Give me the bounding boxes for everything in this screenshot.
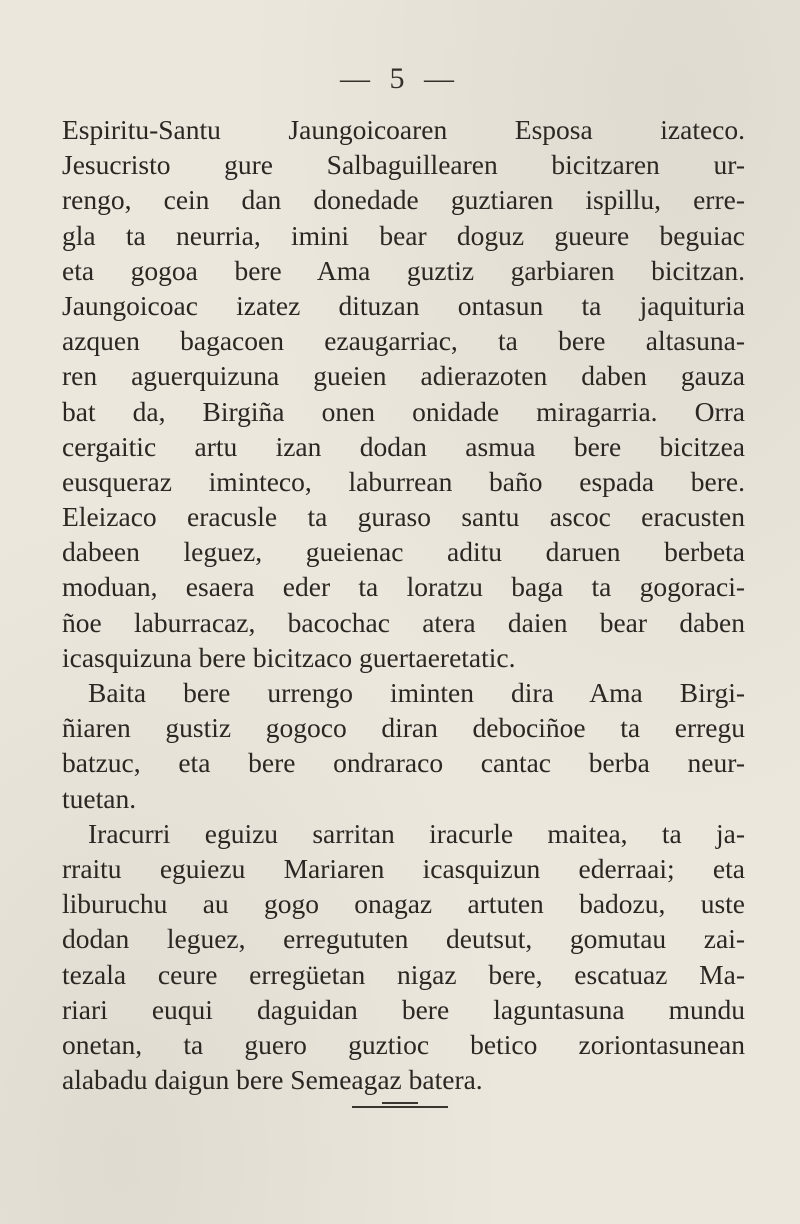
text-line: icasquizuna bere bicitzaco guertaeretatic. xyxy=(62,641,516,673)
text-line: liburuchu au gogo onagaz artuten badozu, uste xyxy=(62,888,745,920)
section-divider xyxy=(352,1100,448,1114)
text-line: dodan leguez, erregututen deutsut, gomutau zai- xyxy=(62,923,745,955)
page-number: — 5 — xyxy=(340,62,460,95)
divider-accent xyxy=(382,1102,418,1104)
text-line: riari euqui daguidan bere laguntasuna mundu xyxy=(62,993,745,1025)
text-line: Jesucristo gure Salbaguillearen bicitzaren ur- xyxy=(62,149,745,181)
text-line: rengo, cein dan donedade guztiaren ispillu, erre- xyxy=(62,184,745,216)
text-line: Baita bere urrengo iminten dira Ama Birgi- xyxy=(88,677,745,708)
text-line: eusqueraz iminteco, laburrean baño espada bere. xyxy=(62,465,745,497)
text-line: cergaitic artu izan dodan asmua bere bicitzea xyxy=(62,430,745,462)
text-line: ñoe laburracaz, bacochac atera daien bear daben xyxy=(62,606,745,638)
text-line: eta gogoa bere Ama guztiz garbiaren bicitzan. xyxy=(62,254,745,286)
text-line: gla ta neurria, imini bear doguz gueure beguiac xyxy=(62,219,745,251)
paragraph-2 xyxy=(62,675,745,816)
paragraph-3 xyxy=(62,816,745,1098)
text-line: Eleizaco eracusle ta guraso santu ascoc eracusten xyxy=(62,501,745,533)
text-line: bat da, Birgiña onen onidade miragarria. Orra xyxy=(62,395,745,427)
text-line: moduan, esaera eder ta loratzu baga ta gogoraci- xyxy=(62,571,745,603)
body-text xyxy=(62,112,745,1097)
text-line: batzuc, eta bere ondraraco cantac berba neur- xyxy=(62,747,745,779)
text-line: Iracurri eguizu sarritan iracurle maitea, ta ja- xyxy=(88,817,745,849)
text-line: onetan, ta guero guztioc betico zoriontasunean xyxy=(62,1028,745,1060)
text-line: tezala ceure erregüetan nigaz bere, escatuaz Ma- xyxy=(62,958,745,990)
text-line: dabeen leguez, gueienac aditu daruen berbeta xyxy=(62,536,745,568)
text-line: ren aguerquizuna gueien adierazoten daben gauza xyxy=(62,360,745,392)
text-line: Jaungoicoac izatez dituzan ontasun ta jaquituria xyxy=(62,289,745,321)
divider-rule xyxy=(352,1106,448,1108)
text-line: rraitu eguiezu Mariaren icasquizun ederraai; eta xyxy=(62,852,745,884)
text-line: tuetan. xyxy=(62,782,137,814)
text-line: ñiaren gustiz gogoco diran debociñoe ta erregu xyxy=(62,712,745,744)
text-line: Espiritu-Santu Jaungoicoaren Esposa izateco. xyxy=(62,114,745,145)
text-line: alabadu daigun bere Semeagaz batera. xyxy=(62,1064,483,1096)
paragraph-1 xyxy=(62,112,745,675)
text-line: azquen bagacoen ezaugarriac, ta bere altasuna- xyxy=(62,325,745,357)
